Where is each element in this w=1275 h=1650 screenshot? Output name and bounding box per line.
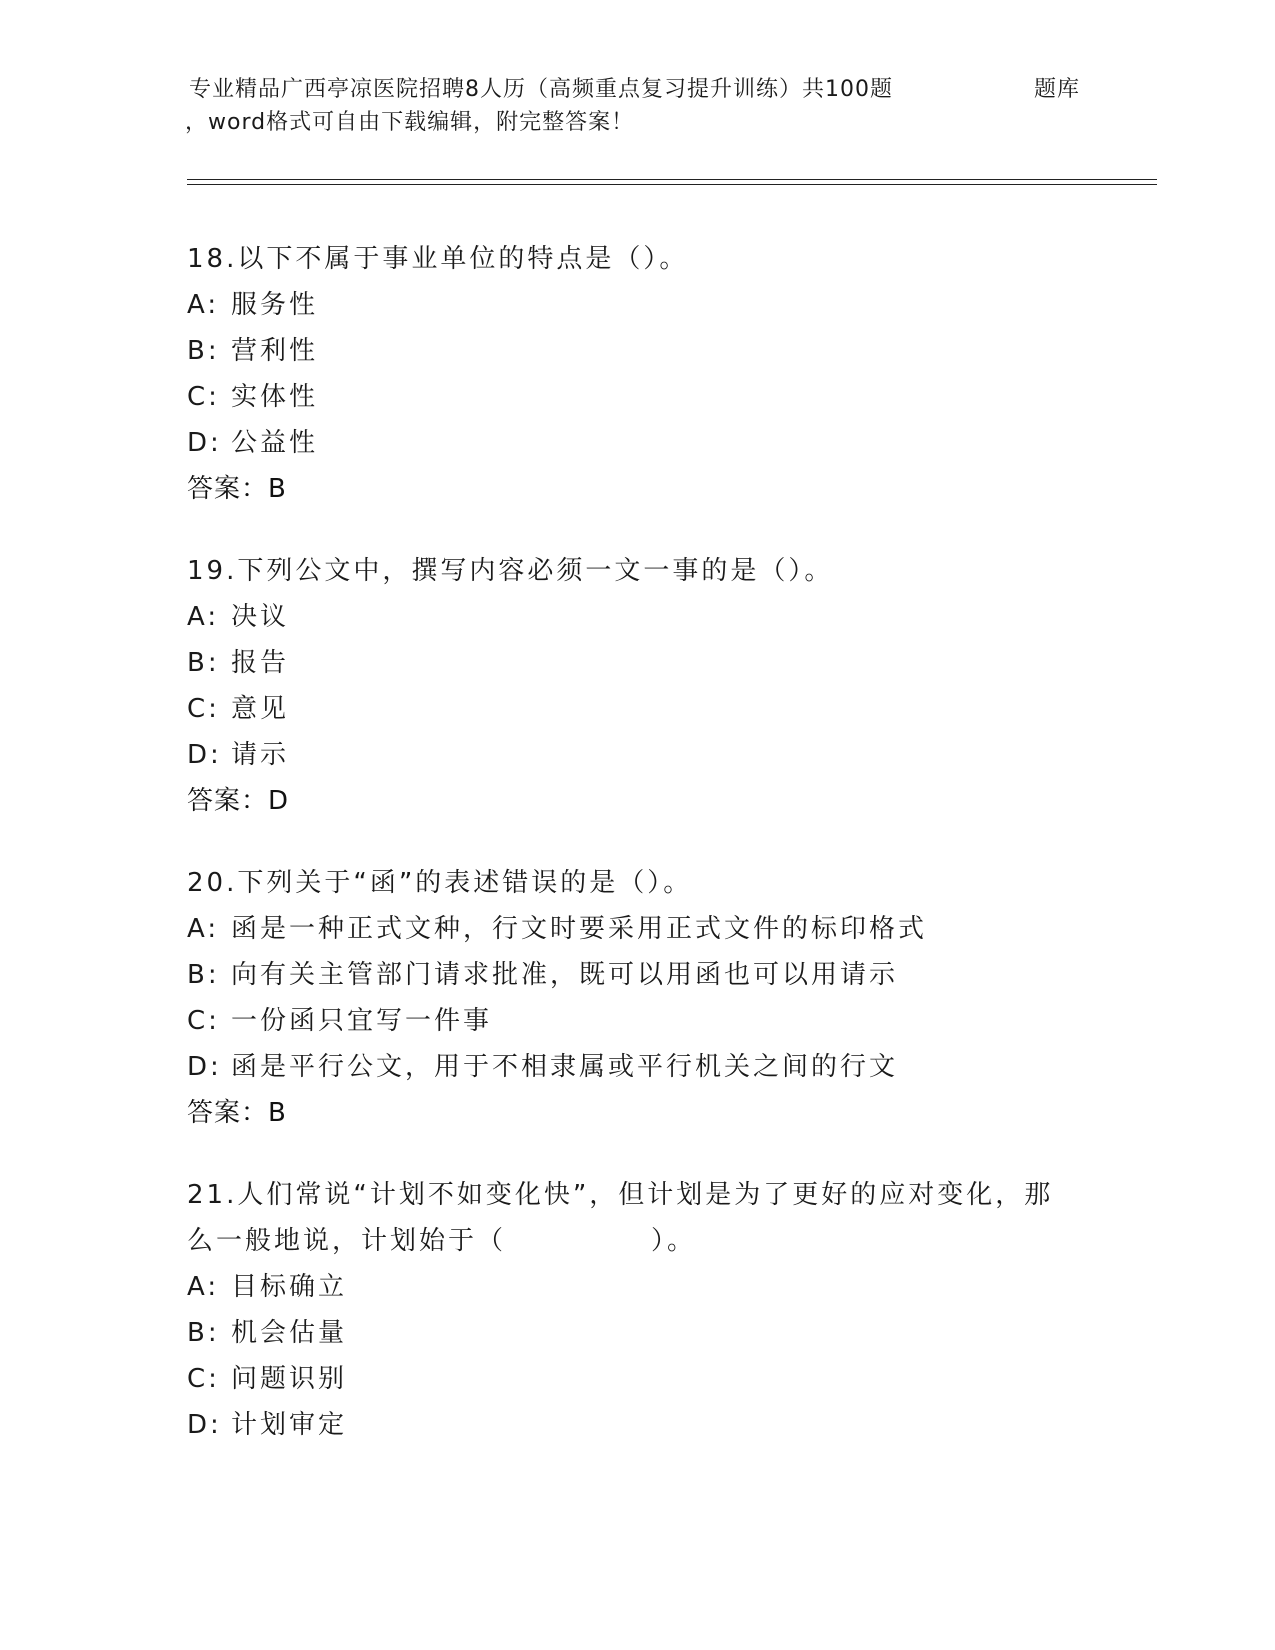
option-key: B:	[187, 336, 220, 366]
option-text: 请示	[231, 740, 290, 770]
question-stem: 20.下列关于“函”的表述错误的是（）。	[187, 868, 693, 898]
option-text: 一份函只宜写一件事	[231, 1006, 493, 1036]
option-b	[187, 952, 1087, 998]
option-key: C:	[187, 694, 220, 724]
option-b	[187, 1310, 1087, 1356]
header-title-line	[189, 73, 1089, 106]
option-b	[187, 640, 1087, 686]
option-key: D:	[187, 1410, 222, 1440]
header-divider-bottom	[187, 184, 1157, 185]
option-key: C:	[187, 1006, 220, 1036]
option-key: C:	[187, 1364, 220, 1394]
option-text: 服务性	[231, 290, 319, 320]
option-key: D:	[187, 428, 222, 458]
option-text: 实体性	[231, 382, 319, 412]
answer: 答案：B	[187, 474, 287, 504]
option-text: 决议	[231, 602, 290, 632]
option-key: D:	[187, 740, 222, 770]
option-text: 意见	[231, 694, 290, 724]
option-text: 营利性	[231, 336, 319, 366]
option-key: B:	[187, 1318, 220, 1348]
option-d	[187, 732, 1087, 778]
question-stem-line-2: 么一般地说，计划始于（ ）。	[187, 1226, 697, 1256]
option-b	[187, 328, 1087, 374]
question-list	[187, 236, 1087, 1484]
option-text: 公益性	[231, 428, 319, 458]
option-key: B:	[187, 960, 220, 990]
document-header	[185, 73, 1089, 139]
option-text: 问题识别	[231, 1364, 348, 1394]
option-a	[187, 594, 1087, 640]
option-key: A:	[187, 290, 220, 320]
question-stem: 19.下列公文中，撰写内容必须一文一事的是（）。	[187, 556, 834, 586]
header-title: 专业精品广西亭凉医院招聘8人历（高频重点复习提升训练）共100题	[189, 77, 893, 102]
option-key: A:	[187, 602, 220, 632]
option-text: 函是一种正式文种，行文时要采用正式文件的标印格式	[231, 914, 928, 944]
question-20	[187, 860, 1087, 1136]
option-c	[187, 686, 1087, 732]
question-19	[187, 548, 1087, 824]
option-key: A:	[187, 914, 220, 944]
question-18	[187, 236, 1087, 512]
option-d	[187, 420, 1087, 466]
option-a	[187, 906, 1087, 952]
question-21	[187, 1172, 1087, 1448]
option-d	[187, 1402, 1087, 1448]
answer: 答案：D	[187, 786, 290, 816]
question-stem-line-1: 21.人们常说“计划不如变化快”，但计划是为了更好的应对变化，那	[187, 1180, 1054, 1210]
option-c	[187, 374, 1087, 420]
answer: 答案：B	[187, 1098, 287, 1128]
option-key: B:	[187, 648, 220, 678]
option-key: C:	[187, 382, 220, 412]
option-c	[187, 998, 1087, 1044]
option-d	[187, 1044, 1087, 1090]
option-a	[187, 1264, 1087, 1310]
option-text: 向有关主管部门请求批准，既可以用函也可以用请示	[231, 960, 899, 990]
header-subtitle: ，word格式可自由下载编辑，附完整答案！	[185, 110, 635, 135]
option-text: 报告	[231, 648, 290, 678]
option-c	[187, 1356, 1087, 1402]
option-key: D:	[187, 1052, 222, 1082]
question-stem: 18.以下不属于事业单位的特点是（）。	[187, 244, 689, 274]
option-key: A:	[187, 1272, 220, 1302]
option-text: 计划审定	[231, 1410, 348, 1440]
header-divider-top	[187, 179, 1157, 180]
option-a	[187, 282, 1087, 328]
option-text: 机会估量	[231, 1318, 348, 1348]
header-tag: 题库	[1034, 77, 1081, 102]
option-text: 函是平行公文，用于不相隶属或平行机关之间的行文	[231, 1052, 899, 1082]
option-text: 目标确立	[231, 1272, 348, 1302]
